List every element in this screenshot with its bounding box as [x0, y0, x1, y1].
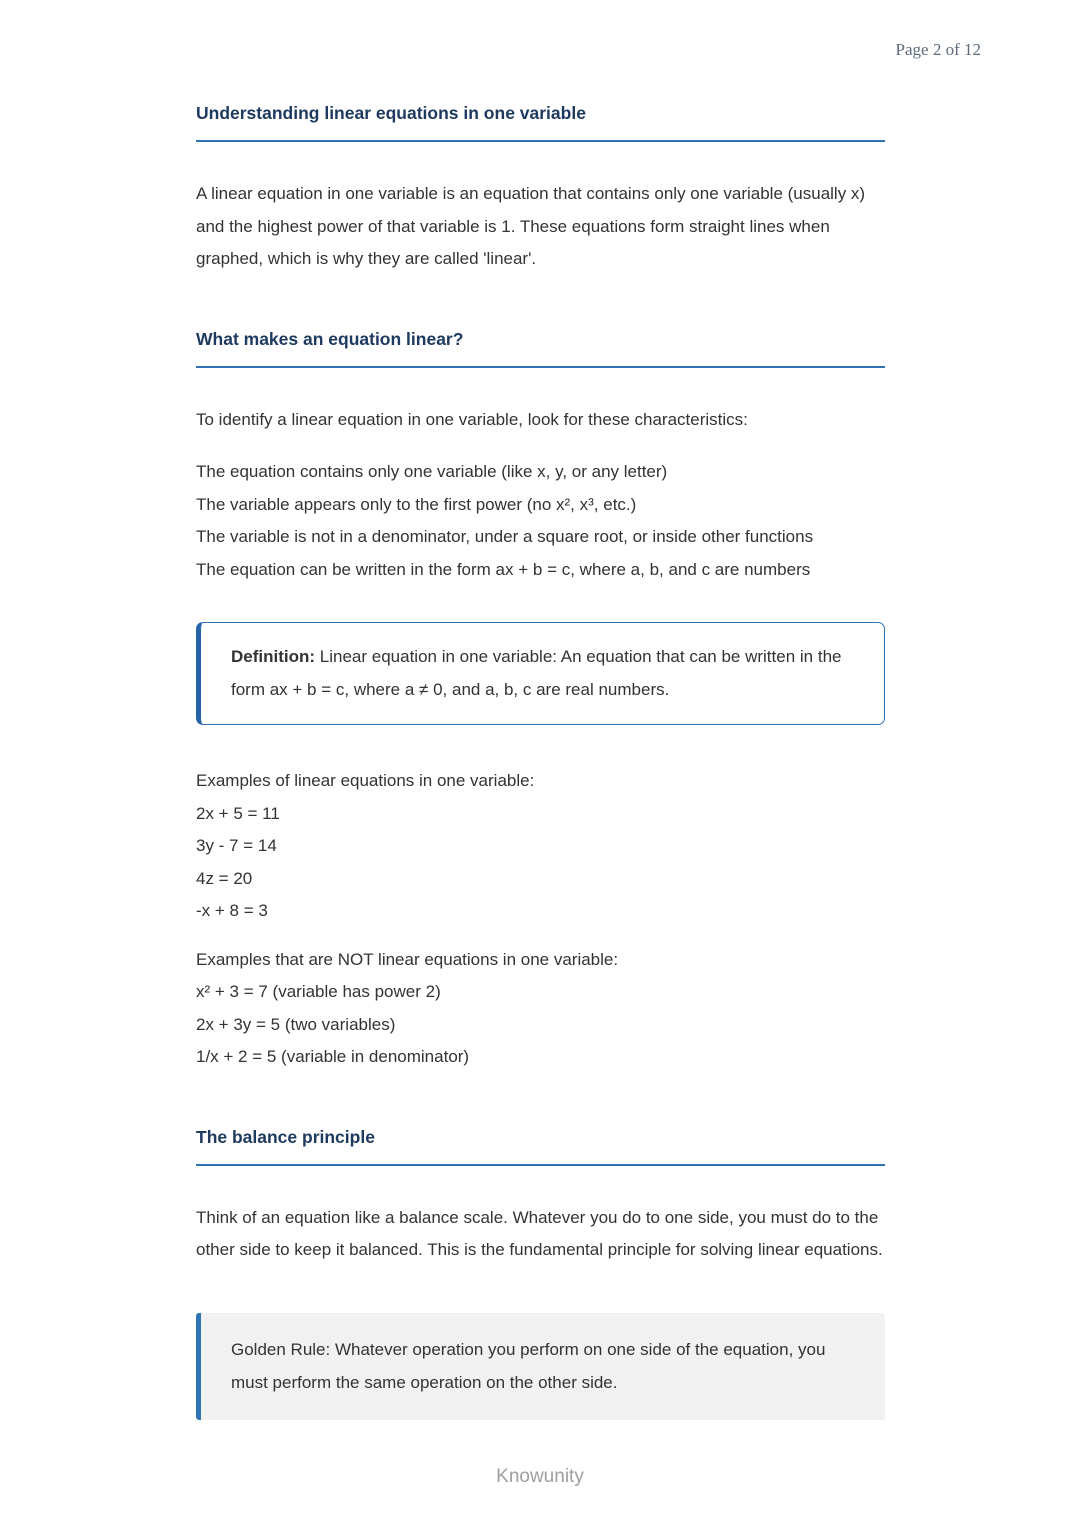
linear-examples-group	[196, 765, 885, 928]
non-example-equation: x² + 3 = 7 (variable has power 2)	[196, 982, 441, 1001]
non-linear-examples-group	[196, 944, 885, 1074]
characteristic-item: The variable is not in a denominator, under a square root, or inside other functions	[196, 527, 814, 546]
footer-brand: Knowunity	[496, 1466, 584, 1487]
page-number: Page 2 of 12	[895, 40, 981, 59]
characteristic-item: The equation contains only one variable (like x, y, or any letter)	[196, 462, 668, 481]
balance-paragraph: Think of an equation like a balance scale. Whatever you do to one side, you must do to the other side to keep it balanced. This is the fundamental principle for solving linear equations.	[196, 1207, 883, 1259]
non-example-equation: 2x + 3y = 5 (two variables)	[196, 1014, 396, 1034]
characteristic-item: The equation can be written in the form ax + b = c, where a, b, and c are numbers	[196, 559, 811, 579]
example-equation: 4z = 20	[196, 868, 253, 888]
non-example-equation: 1/x + 2 = 5 (variable in denominator)	[196, 1047, 470, 1066]
intro-paragraph: A linear equation in one variable is an equation that contains only one variable (usually x) and the highest power of that variable is 1. These equations form straight lines when graphed, which is why they are called 'linear'.	[196, 184, 866, 268]
section-title-what-makes-linear: What makes an equation linear?	[196, 328, 464, 349]
section-title-balance-principle: The balance principle	[196, 1126, 375, 1147]
section-rule	[196, 1164, 885, 1166]
document-content	[196, 102, 885, 1420]
example-equation: 3y - 7 = 14	[196, 836, 277, 855]
non-examples-title: Examples that are NOT linear equations in one variable:	[196, 949, 619, 969]
section-rule	[196, 140, 885, 142]
section-rule	[196, 366, 885, 368]
golden-rule-text: Golden Rule: Whatever operation you perform on one side of the equation, you must perform the same operation on the other side.	[231, 1339, 826, 1392]
section-title-understanding: Understanding linear equations in one variable	[196, 103, 586, 123]
golden-rule-callout	[196, 1313, 885, 1420]
characteristic-item: The variable appears only to the first power (no x², x³, etc.)	[196, 494, 637, 514]
definition-text	[231, 640, 854, 706]
examples-title: Examples of linear equations in one variable:	[196, 771, 535, 790]
definition-label: Definition:	[231, 647, 316, 666]
definition-body: Linear equation in one variable: An equation that can be written in the form ax + b = c, where a ≠ 0, and a, b, c are real numbers.	[231, 647, 842, 699]
example-equation: -x + 8 = 3	[196, 901, 268, 920]
characteristics-lead: To identify a linear equation in one variable, look for these characteristics:	[196, 409, 748, 429]
characteristics-list	[196, 456, 885, 586]
example-equation: 2x + 5 = 11	[196, 803, 280, 823]
definition-callout	[196, 622, 885, 725]
